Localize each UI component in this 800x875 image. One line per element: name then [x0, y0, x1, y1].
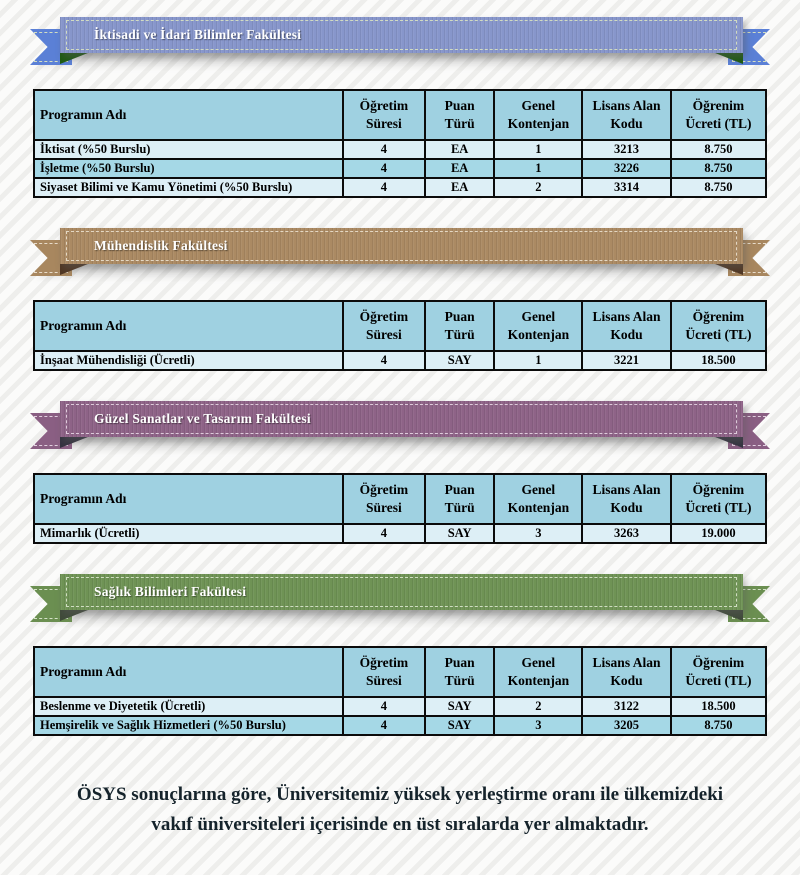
- column-header-duration: Öğretim Süresi: [343, 474, 425, 524]
- header-row: [34, 474, 766, 524]
- table-row: [34, 140, 766, 159]
- cell-fee: 8.750: [671, 716, 766, 735]
- column-header-quota: Genel Kontenjan: [494, 301, 582, 351]
- cell-code: 3221: [582, 351, 671, 370]
- ribbon-band: [60, 228, 743, 264]
- column-header-program: Programın Adı: [34, 647, 343, 697]
- column-header-program: Programın Adı: [34, 301, 343, 351]
- column-header-fee: Öğrenim Ücreti (TL): [671, 301, 766, 351]
- cell-duration: 4: [343, 159, 425, 178]
- cell-program: İnşaat Mühendisliği (Ücretli): [34, 351, 343, 370]
- table-row: [34, 178, 766, 197]
- cell-score-type: SAY: [425, 351, 495, 370]
- cell-code: 3122: [582, 697, 671, 716]
- cell-score-type: SAY: [425, 697, 495, 716]
- faculty-ribbon: [30, 228, 770, 278]
- section-guzel-sanatlar: [0, 401, 800, 544]
- cell-quota: 3: [494, 716, 582, 735]
- cell-duration: 4: [343, 716, 425, 735]
- footer-note: [0, 780, 800, 841]
- section-iktisadi-idari-bilimler: [0, 17, 800, 198]
- faculty-ribbon-title: Güzel Sanatlar ve Tasarım Fakültesi: [94, 411, 311, 426]
- cell-score-type: EA: [425, 178, 495, 197]
- column-header-quota: Genel Kontenjan: [494, 90, 582, 140]
- programs-table: [33, 89, 767, 198]
- cell-quota: 2: [494, 697, 582, 716]
- cell-quota: 1: [494, 140, 582, 159]
- table-row: [34, 524, 766, 543]
- column-header-fee: Öğrenim Ücreti (TL): [671, 647, 766, 697]
- cell-quota: 3: [494, 524, 582, 543]
- cell-score-type: SAY: [425, 716, 495, 735]
- cell-duration: 4: [343, 140, 425, 159]
- programs-table: [33, 646, 767, 736]
- ribbon-band: [60, 574, 743, 610]
- column-header-code: Lisans Alan Kodu: [582, 474, 671, 524]
- cell-code: 3314: [582, 178, 671, 197]
- cell-fee: 8.750: [671, 178, 766, 197]
- table-row: [34, 697, 766, 716]
- column-header-fee: Öğrenim Ücreti (TL): [671, 474, 766, 524]
- column-header-duration: Öğretim Süresi: [343, 301, 425, 351]
- table-header: [34, 474, 766, 524]
- cell-fee: 8.750: [671, 140, 766, 159]
- table-row: [34, 716, 766, 735]
- column-header-program: Programın Adı: [34, 474, 343, 524]
- section-saglik-bilimleri: [0, 574, 800, 736]
- faculty-ribbon-title: Sağlık Bilimleri Fakültesi: [94, 584, 247, 599]
- column-header-score-type: Puan Türü: [425, 647, 495, 697]
- cell-fee: 19.000: [671, 524, 766, 543]
- section-muhendislik: [0, 228, 800, 371]
- column-header-fee: Öğrenim Ücreti (TL): [671, 90, 766, 140]
- cell-duration: 4: [343, 524, 425, 543]
- table-header: [34, 90, 766, 140]
- cell-score-type: EA: [425, 140, 495, 159]
- cell-program: İşletme (%50 Burslu): [34, 159, 343, 178]
- cell-program: Beslenme ve Diyetetik (Ücretli): [34, 697, 343, 716]
- column-header-code: Lisans Alan Kodu: [582, 301, 671, 351]
- faculty-ribbon-title: İktisadi ve İdari Bilimler Fakültesi: [94, 27, 302, 42]
- faculty-ribbon-title: Mühendislik Fakültesi: [94, 238, 228, 253]
- ribbon-band: [60, 401, 743, 437]
- cell-fee: 8.750: [671, 159, 766, 178]
- cell-program: Hemşirelik ve Sağlık Hizmetleri (%50 Burslu): [34, 716, 343, 735]
- cell-quota: 2: [494, 178, 582, 197]
- column-header-code: Lisans Alan Kodu: [582, 647, 671, 697]
- cell-code: 3205: [582, 716, 671, 735]
- cell-fee: 18.500: [671, 351, 766, 370]
- programs-table: [33, 473, 767, 544]
- cell-fee: 18.500: [671, 697, 766, 716]
- table-row: [34, 159, 766, 178]
- faculty-ribbon: [30, 17, 770, 67]
- column-header-score-type: Puan Türü: [425, 90, 495, 140]
- cell-program: Siyaset Bilimi ve Kamu Yönetimi (%50 Burslu): [34, 178, 343, 197]
- header-row: [34, 647, 766, 697]
- cell-duration: 4: [343, 697, 425, 716]
- cell-program: Mimarlık (Ücretli): [34, 524, 343, 543]
- cell-score-type: EA: [425, 159, 495, 178]
- table-header: [34, 647, 766, 697]
- ribbon-band: [60, 17, 743, 53]
- footer-note-line2: vakıf üniversiteleri içerisinde en üst sıralarda yer almaktadır.: [151, 814, 649, 836]
- faculty-ribbon: [30, 574, 770, 624]
- column-header-duration: Öğretim Süresi: [343, 90, 425, 140]
- cell-code: 3213: [582, 140, 671, 159]
- cell-quota: 1: [494, 159, 582, 178]
- column-header-score-type: Puan Türü: [425, 474, 495, 524]
- column-header-quota: Genel Kontenjan: [494, 647, 582, 697]
- column-header-code: Lisans Alan Kodu: [582, 90, 671, 140]
- column-header-program: Programın Adı: [34, 90, 343, 140]
- table-header: [34, 301, 766, 351]
- cell-quota: 1: [494, 351, 582, 370]
- header-row: [34, 90, 766, 140]
- footer-note-line1: ÖSYS sonuçlarına göre, Üniversitemiz yüksek yerleştirme oranı ile ülkemizdeki: [76, 784, 724, 805]
- column-header-score-type: Puan Türü: [425, 301, 495, 351]
- cell-score-type: SAY: [425, 524, 495, 543]
- cell-duration: 4: [343, 178, 425, 197]
- cell-code: 3263: [582, 524, 671, 543]
- header-row: [34, 301, 766, 351]
- table-row: [34, 351, 766, 370]
- cell-duration: 4: [343, 351, 425, 370]
- column-header-duration: Öğretim Süresi: [343, 647, 425, 697]
- cell-code: 3226: [582, 159, 671, 178]
- programs-table: [33, 300, 767, 371]
- cell-program: İktisat (%50 Burslu): [34, 140, 343, 159]
- column-header-quota: Genel Kontenjan: [494, 474, 582, 524]
- faculty-ribbon: [30, 401, 770, 451]
